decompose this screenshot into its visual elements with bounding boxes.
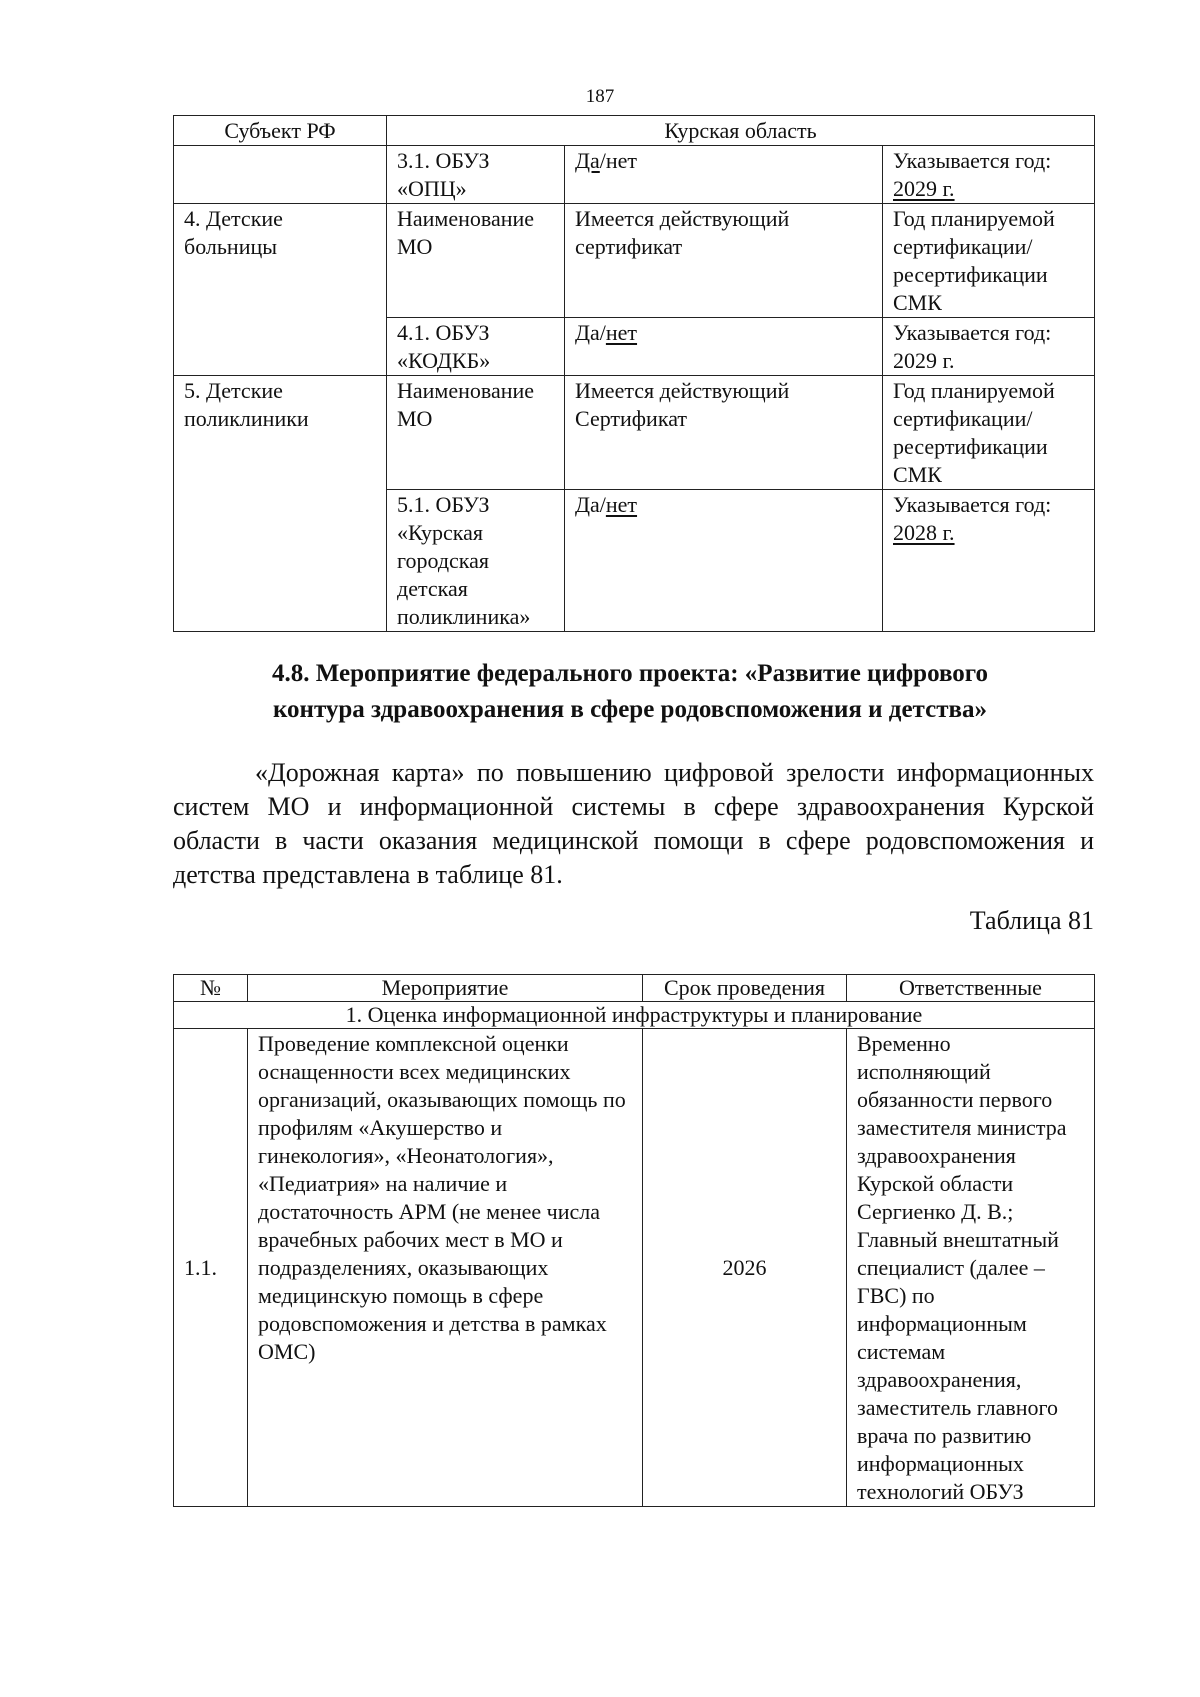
- table-row: [174, 376, 1095, 490]
- header-num: №: [174, 975, 248, 1002]
- column-label-name: Наименование МО: [387, 376, 565, 490]
- answer-yes: Да/: [575, 492, 606, 517]
- column-label-year: Год планируемой сертификации/ ресертификации СМК: [883, 204, 1095, 318]
- category-cell: 5. Детские поликлиники: [174, 376, 387, 632]
- empty-cell: [174, 146, 387, 204]
- header-event: Мероприятие: [248, 975, 643, 1002]
- table-header-row: [174, 975, 1095, 1002]
- year-cell: [883, 146, 1095, 204]
- certificate-answer-cell: [565, 146, 883, 204]
- year-value: 2029 г.: [893, 176, 955, 201]
- column-label-certificate: Имеется действующий сертификат: [565, 204, 883, 318]
- answer-yes: Да: [575, 148, 600, 173]
- table-row: [174, 1029, 1095, 1507]
- year-label: Указывается год:: [893, 492, 1052, 517]
- region-header: Курская область: [387, 116, 1095, 146]
- answer-no: нет: [605, 320, 638, 345]
- body-paragraph: «Дорожная карта» по повышению цифровой зрелости информационных систем МО и информационной системы в сфере здравоохранения Курской области в части оказания медицинской помощи в сфере родовспоможения и детства представлена в таблице 81.: [173, 758, 1094, 889]
- answer-no: нет: [605, 492, 638, 517]
- year-cell: [883, 490, 1095, 632]
- header-term: Срок проведения: [643, 975, 847, 1002]
- subject-header: Субъект РФ: [174, 116, 387, 146]
- year-label: Указывается год:: [893, 148, 1052, 173]
- table-row: [174, 204, 1095, 318]
- year-value: 2029 г.: [893, 348, 955, 373]
- year-cell: [883, 318, 1095, 376]
- roadmap-table: [173, 974, 1095, 1507]
- section-title-line: 4.8. Мероприятие федерального проекта: «Развитие цифрового: [271, 660, 988, 687]
- term-cell: 2026: [643, 1029, 847, 1507]
- year-value: 2028 г.: [893, 520, 955, 545]
- category-cell: 4. Детские больницы: [174, 204, 387, 376]
- section-title: [160, 656, 1100, 728]
- year-label: Указывается год:: [893, 320, 1052, 345]
- column-label-certificate: Имеется действующий Сертификат: [565, 376, 883, 490]
- section-title-line: контура здравоохранения в сфере родовспоможения и детства»: [272, 696, 988, 723]
- responsible-cell: Временно исполняющий обязанности первого заместителя министра здравоохранения Курской области Сергиенко Д. В.; Главный внештатный специалист (далее – ГВС) по информационным системам здравоохранения, заместитель главного врача по развитию информационных технологий ОБУЗ: [847, 1029, 1095, 1507]
- header-responsible: Ответственные: [847, 975, 1095, 1002]
- certification-table: [173, 115, 1095, 632]
- answer-yes: Да/: [575, 320, 606, 345]
- group-row: [174, 1002, 1095, 1029]
- page-number: 187: [585, 86, 615, 107]
- table-caption: Таблица 81: [969, 906, 1094, 935]
- event-cell: Проведение комплексной оценки оснащенности всех медицинских организаций, оказывающих помощь по профилям «Акушерство и гинекология», «Неонатология», «Педиатрия» на наличие и достаточность АРМ (не менее числа врачебных рабочих мест в МО и подразделениях, оказывающих медицинскую помощь в сфере родовспоможения и детства в рамках ОМС): [248, 1029, 643, 1507]
- certificate-answer-cell: [565, 490, 883, 632]
- org-name-cell: 4.1. ОБУЗ «КОДКБ»: [387, 318, 565, 376]
- column-label-year: Год планируемой сертификации/ ресертификации СМК: [883, 376, 1095, 490]
- org-name-cell: 3.1. ОБУЗ «ОПЦ»: [387, 146, 565, 204]
- column-label-name: Наименование МО: [387, 204, 565, 318]
- table-header-row: [174, 116, 1095, 146]
- certificate-answer-cell: [565, 318, 883, 376]
- org-name-cell: 5.1. ОБУЗ «Курская городская детская поликлиника»: [387, 490, 565, 632]
- table-row: [174, 146, 1095, 204]
- group-title: 1. Оценка информационной инфраструктуры и планирование: [174, 1002, 1095, 1029]
- row-number: 1.1.: [174, 1029, 248, 1507]
- answer-no: /нет: [599, 148, 638, 173]
